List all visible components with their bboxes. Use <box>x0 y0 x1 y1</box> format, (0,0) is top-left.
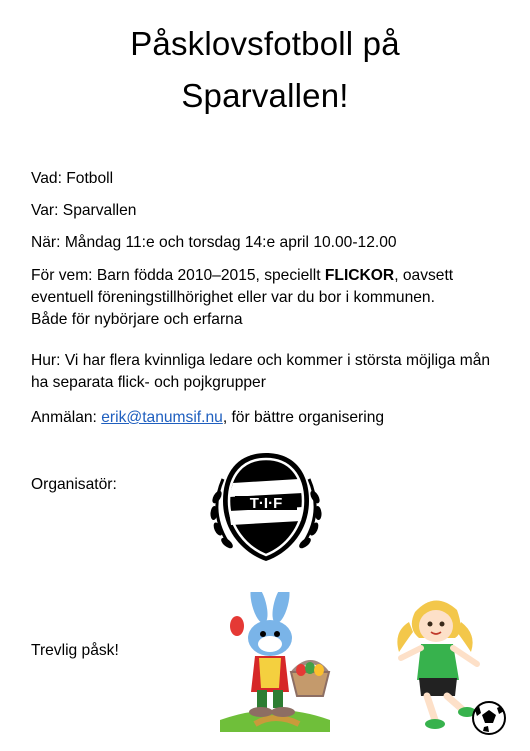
for-vem-paragraph <box>31 265 511 331</box>
greeting-text: Trevlig påsk! <box>31 642 119 659</box>
var-line <box>31 200 511 222</box>
for-vem-text: Barn födda 2010–2015, speciellt <box>96 267 321 284</box>
nar-label: När: <box>31 234 61 251</box>
flickor-highlight: FLICKOR <box>324 267 395 284</box>
girl-football-player-illustration <box>385 592 510 737</box>
for-vem-line3: Både för nybörjare och erfarna <box>31 311 243 328</box>
nar-line <box>31 232 511 254</box>
var-label: Var: <box>31 202 59 219</box>
page-title-line-2: Sparvallen! <box>181 77 349 114</box>
logo-text: T·I·F <box>249 495 283 512</box>
hur-value: Vi har flera kvinnliga ledare och kommer i största möjliga mån ha separata flick- och pojkgrupper <box>31 352 491 391</box>
tif-club-logo <box>205 449 327 565</box>
vad-line <box>31 168 511 190</box>
anmalan-line <box>31 407 511 429</box>
for-vem-text-after: , oavsett eventuell föreningstillhörighet eller var du bor i kommunen. <box>31 267 454 306</box>
nar-value: Måndag 11:e och torsdag 14:e april 10.00-12.00 <box>64 234 397 251</box>
hur-label: Hur: <box>31 352 61 369</box>
anmalan-label: Anmälan: <box>31 409 97 426</box>
hur-paragraph <box>31 350 511 394</box>
anmalan-text-after: , för bättre organisering <box>222 409 385 426</box>
football-icon <box>473 702 505 734</box>
easter-bunny-illustration <box>215 592 335 732</box>
page-title-line-1: Påsklovsfotboll på <box>130 25 400 62</box>
var-value: Sparvallen <box>62 202 137 219</box>
vad-label: Vad: <box>31 170 62 187</box>
for-vem-label: För vem: <box>31 267 93 284</box>
email-link[interactable]: erik@tanumsif.nu <box>101 409 223 426</box>
organisator-label: Organisatör: <box>31 476 117 493</box>
vad-value: Fotboll <box>66 170 114 187</box>
